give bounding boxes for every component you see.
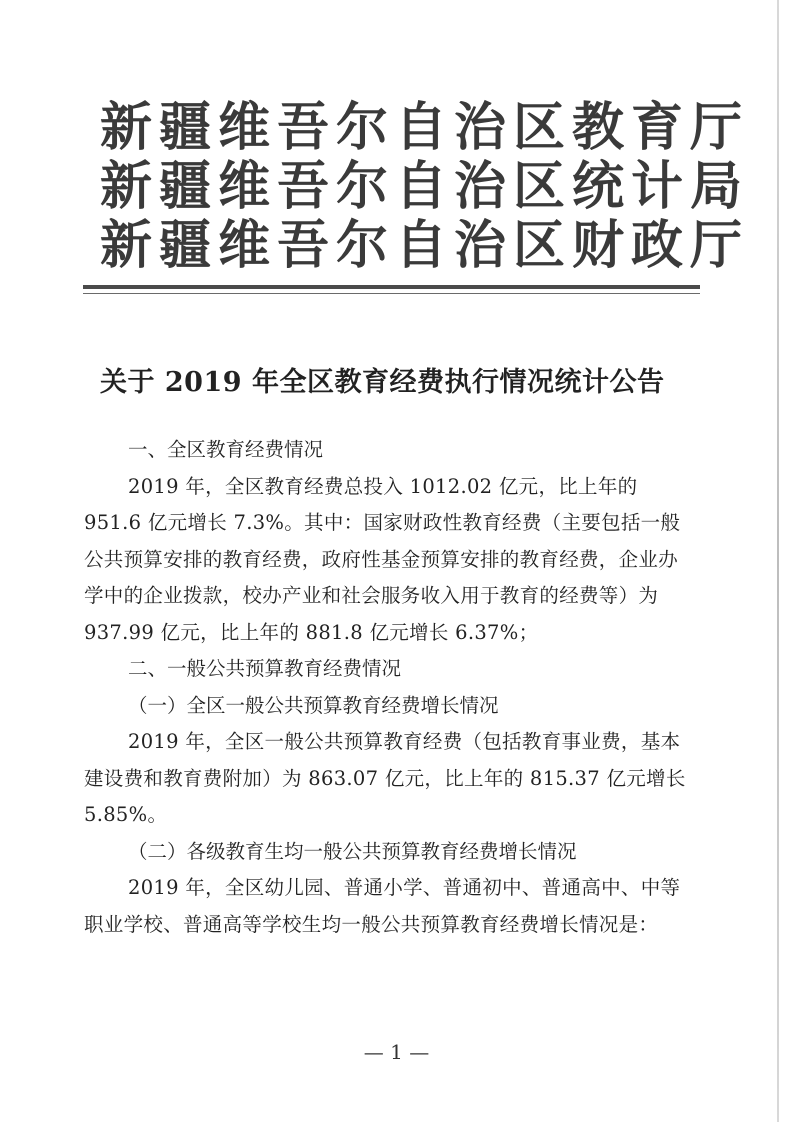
section-1-paragraph: 2019 年，全区教育经费总投入 1012.02 亿元，比上年的 951.6 亿元增长 7.3%。其中：国家财政性教育经费（主要包括一般公共预算安排的教育经费，政府性基金预算安排的教育经费，企业办学中的企业拨款，校办产业和社会服务收入用于教育的经费等）为 937.99 亿元，比上年的 881.8 亿元增长 6.37%； [84, 474, 681, 644]
section-2-paragraph-1: 2019 年，全区一般公共预算教育经费（包括教育事业费，基本建设费和教育费附加）为 863.07 亿元，比上年的 815.37 亿元增长 5.85%。 [84, 730, 686, 826]
document-body [84, 432, 694, 943]
issuer-header [100, 97, 750, 276]
header-rule-thick [83, 285, 700, 289]
issuer-finance-department: 新疆维吾尔自治区财政厅 [100, 215, 750, 276]
section-2-heading: 二、一般公共预算教育经费情况 [128, 657, 402, 680]
issuer-statistics-bureau: 新疆维吾尔自治区统计局 [100, 156, 750, 217]
header-rule-thin [83, 293, 700, 294]
scan-edge [777, 0, 779, 1122]
section-1-heading: 一、全区教育经费情况 [128, 438, 324, 461]
issuer-education-department: 新疆维吾尔自治区教育厅 [100, 97, 750, 158]
section-2-paragraph-2: 2019 年，全区幼儿园、普通小学、普通初中、普通高中、中等职业学校、普通高等学校生均一般公共预算教育经费增长情况是： [84, 876, 681, 936]
document-title: 关于 2019 年全区教育经费执行情况统计公告 [100, 367, 665, 398]
section-2-subheading-1: （一）全区一般公共预算教育经费增长情况 [128, 693, 499, 717]
section-2-subheading-2: （二）各级教育生均一般公共预算教育经费增长情况 [128, 839, 577, 863]
page-number: — 1 — [363, 1040, 430, 1064]
